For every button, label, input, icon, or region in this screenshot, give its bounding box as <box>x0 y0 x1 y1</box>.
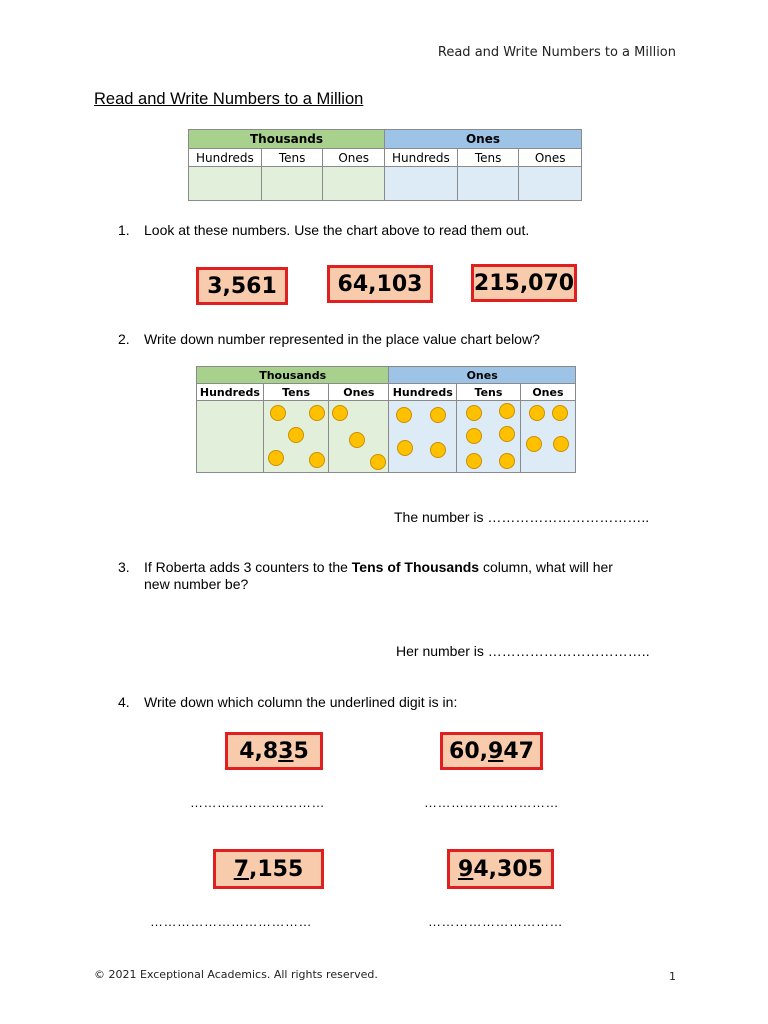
counter-tens <box>466 405 482 421</box>
q1-number-box: 3,561 <box>196 267 288 305</box>
page-title: Read and Write Numbers to a Million <box>94 90 364 108</box>
cell-th-ones <box>323 167 385 201</box>
col-th-ones: Ones <box>329 384 389 401</box>
question-4: 4. Write down which column the underlined digit is in: <box>118 694 458 710</box>
cell-ones <box>519 167 582 201</box>
counter-hundreds <box>396 407 412 423</box>
counter-tens <box>499 403 515 419</box>
q2-answer-line[interactable]: The number is …………………………….. <box>394 509 650 525</box>
question-1: 1. Look at these numbers. Use the chart above to read them out. <box>118 222 530 238</box>
counter-hundreds <box>430 442 446 458</box>
cell-th-hundreds <box>197 401 264 473</box>
counter-th-tens <box>268 450 284 466</box>
col-th-ones: Ones <box>323 149 385 167</box>
cell-tens <box>457 167 519 201</box>
col-tens: Tens <box>457 384 521 401</box>
copyright: © 2021 Exceptional Academics. All rights reserved. <box>94 968 378 981</box>
counter-th-ones <box>332 405 348 421</box>
q1-number-box: 215,070 <box>471 264 577 302</box>
col-th-tens: Tens <box>263 384 329 401</box>
counter-ones <box>553 436 569 452</box>
q4-answer-blank[interactable]: ………………………… <box>190 795 325 810</box>
col-hundreds: Hundreds <box>384 149 457 167</box>
cell-hundreds <box>384 167 457 201</box>
underlined-digit: 9 <box>488 738 504 764</box>
counter-th-tens <box>270 405 286 421</box>
q4-answer-blank[interactable]: ………………………… <box>424 795 559 810</box>
question-2: 2. Write down number represented in the place value chart below? <box>118 331 540 347</box>
col-ones: Ones <box>519 149 582 167</box>
counter-tens <box>466 428 482 444</box>
counter-ones <box>526 436 542 452</box>
underlined-digit: 3 <box>278 738 294 764</box>
col-ones: Ones <box>520 384 575 401</box>
counter-ones <box>529 405 545 421</box>
question-3: 3. If Roberta adds 3 counters to the Tens of Thousands column, what will her new number be? <box>118 559 613 592</box>
col-tens: Tens <box>457 149 519 167</box>
place-value-chart-counters <box>196 366 576 473</box>
counter-hundreds <box>397 440 413 456</box>
q4-number-box: 4,8 3 5 <box>225 732 323 770</box>
q4-answer-blank[interactable]: ………………………… <box>428 914 563 929</box>
q4-number-box: 7 ,155 <box>213 849 324 889</box>
running-header: Read and Write Numbers to a Million <box>437 45 676 60</box>
underlined-digit: 9 <box>458 856 474 882</box>
counter-th-ones <box>370 454 386 470</box>
ones-header: Ones <box>384 130 581 149</box>
thousands-header: Thousands <box>189 130 385 149</box>
counter-hundreds <box>430 407 446 423</box>
q3-answer-line[interactable]: Her number is …………………………….. <box>396 643 650 659</box>
ones-header: Ones <box>389 367 576 384</box>
counter-th-ones <box>349 432 365 448</box>
col-th-tens: Tens <box>261 149 323 167</box>
thousands-header: Thousands <box>197 367 389 384</box>
cell-th-hundreds <box>189 167 262 201</box>
counter-th-tens <box>288 427 304 443</box>
q4-number-box: 60, 9 47 <box>440 732 543 770</box>
place-value-chart-blank <box>188 129 582 201</box>
q4-answer-blank[interactable]: ……………………………… <box>150 914 312 929</box>
cell-th-tens <box>261 167 323 201</box>
counter-tens <box>499 453 515 469</box>
counter-th-tens <box>309 452 325 468</box>
underlined-digit: 7 <box>233 856 250 882</box>
counter-tens <box>466 453 482 469</box>
q1-number-box: 64,103 <box>327 265 433 303</box>
counter-tens <box>499 426 515 442</box>
q4-number-box: 9 4,305 <box>447 849 554 889</box>
counter-ones <box>552 405 568 421</box>
page-number: 1 <box>669 970 676 983</box>
col-th-hundreds: Hundreds <box>197 384 264 401</box>
counter-th-tens <box>309 405 325 421</box>
col-th-hundreds: Hundreds <box>189 149 262 167</box>
col-hundreds: Hundreds <box>389 384 457 401</box>
